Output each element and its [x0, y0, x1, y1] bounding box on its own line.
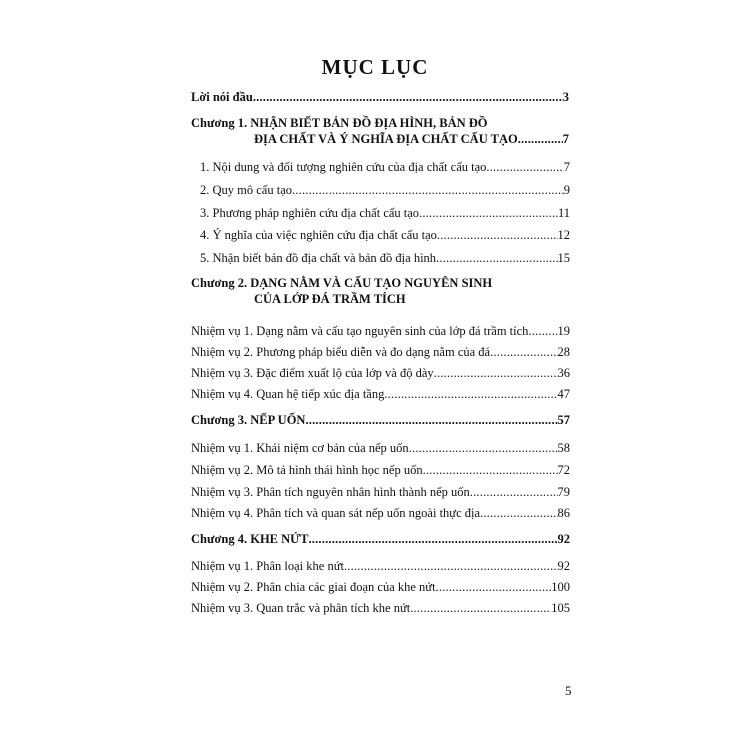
- toc-entry[interactable]: [200, 228, 570, 243]
- toc-entry[interactable]: [200, 206, 570, 221]
- toc-entry[interactable]: [200, 183, 570, 198]
- toc-entry-label: ĐỊA CHẤT VÀ Ý NGHĨA ĐỊA CHẤT CẤU TẠO: [254, 132, 518, 146]
- dot-leader: [470, 485, 558, 500]
- toc-entry-label: Chương 4. KHE NỨT: [191, 532, 309, 546]
- dot-leader: [384, 387, 557, 402]
- toc-entry[interactable]: [191, 601, 570, 616]
- toc-entry-label: Nhiệm vụ 3. Phân tích nguyên nhân hình thành nếp uốn: [191, 485, 470, 499]
- toc-entry[interactable]: [191, 387, 570, 402]
- toc-entry-label: 5. Nhận biết bản đồ địa chất và bản đồ địa hình: [200, 251, 437, 265]
- toc-entry[interactable]: [191, 485, 570, 500]
- toc-entry-page: 47: [557, 387, 570, 401]
- toc-entry-preface[interactable]: [191, 90, 569, 105]
- dot-leader: [490, 345, 557, 360]
- toc-entry-label: Nhiệm vụ 1. Khái niệm cơ bản của nếp uốn: [191, 441, 409, 455]
- toc-entry[interactable]: [191, 559, 570, 574]
- dot-leader: [518, 132, 563, 147]
- toc-entry[interactable]: [191, 324, 570, 339]
- dot-leader: [528, 324, 557, 339]
- dot-leader: [486, 160, 563, 175]
- dot-leader: [305, 413, 557, 428]
- dot-leader: [344, 559, 558, 574]
- chapter-3-heading[interactable]: [191, 413, 570, 428]
- toc-entry-page: 58: [557, 441, 570, 455]
- dot-leader: [436, 580, 552, 595]
- chapter-2-heading-cont[interactable]: CỦA LỚP ĐÁ TRẦM TÍCH: [254, 292, 406, 306]
- toc-entry-page: 9: [563, 183, 570, 197]
- toc-entry[interactable]: [200, 160, 570, 175]
- dot-leader: [410, 601, 551, 616]
- toc-entry-label: Nhiệm vụ 3. Đặc điểm xuất lộ của lớp và độ dày: [191, 366, 434, 380]
- toc-entry-label: 4. Ý nghĩa của việc nghiên cứu địa chất cấu tạo: [200, 228, 437, 242]
- toc-entry-page: 19: [557, 324, 570, 338]
- toc-entry-page: 92: [557, 532, 570, 546]
- toc-entry-label: 2. Quy mô cấu tạo: [200, 183, 292, 197]
- toc-entry-page: 3: [562, 90, 569, 104]
- toc-entry-label: 1. Nội dung và đối tượng nghiên cứu của địa chất cấu tạo: [200, 160, 487, 174]
- toc-entry[interactable]: [191, 345, 570, 360]
- dot-leader: [434, 366, 558, 381]
- toc-entry-label: 3. Phương pháp nghiên cứu địa chất cấu tạo: [200, 206, 420, 220]
- toc-title: MỤC LỤC: [321, 55, 429, 79]
- chapter-1-heading-cont[interactable]: [254, 132, 569, 147]
- toc-entry[interactable]: [191, 463, 570, 478]
- dot-leader: [436, 251, 557, 266]
- toc-entry-page: 36: [557, 366, 570, 380]
- toc-entry-label: Chương 3. NẾP UỐN: [191, 413, 306, 427]
- toc-entry[interactable]: [191, 441, 570, 456]
- dot-leader: [253, 90, 563, 105]
- toc-entry-label: Nhiệm vụ 4. Quan hệ tiếp xúc địa tầng: [191, 387, 385, 401]
- dot-leader: [480, 506, 557, 521]
- chapter-4-heading[interactable]: [191, 532, 570, 547]
- dot-leader: [419, 206, 558, 221]
- dot-leader: [292, 183, 564, 198]
- toc-entry-page: 15: [557, 251, 570, 265]
- page-number: 5: [565, 683, 572, 698]
- toc-entry-page: 28: [557, 345, 570, 359]
- toc-entry[interactable]: [191, 580, 570, 595]
- toc-entry[interactable]: [191, 506, 570, 521]
- toc-entry-label: Nhiệm vụ 3. Quan trắc và phân tích khe nứt: [191, 601, 411, 615]
- toc-entry-label: Nhiệm vụ 4. Phân tích và quan sát nếp uốn ngoài thực địa: [191, 506, 481, 520]
- toc-entry-page: 105: [551, 601, 570, 615]
- toc-entry-label: Lời nói đầu: [191, 90, 253, 104]
- dot-leader: [409, 441, 558, 456]
- toc-entry-page: 92: [557, 559, 570, 573]
- toc-entry-page: 100: [551, 580, 570, 594]
- toc-entry-page: 7: [563, 160, 570, 174]
- toc-entry-label: Nhiệm vụ 1. Dạng nằm và cấu tạo nguyên sinh của lớp đá trầm tích: [191, 324, 529, 338]
- toc-entry-label: Nhiệm vụ 2. Phân chia các giai đoạn của khe nứt: [191, 580, 436, 594]
- toc-entry-label: Nhiệm vụ 1. Phân loại khe nứt: [191, 559, 344, 573]
- dot-leader: [308, 532, 557, 547]
- dot-leader: [423, 463, 558, 478]
- toc-entry-page: 79: [557, 485, 570, 499]
- toc-entry-page: 57: [557, 413, 570, 427]
- chapter-1-heading[interactable]: Chương 1. NHẬN BIẾT BẢN ĐỒ ĐỊA HÌNH, BẢN ĐỒ: [191, 116, 488, 130]
- toc-entry[interactable]: [200, 251, 570, 266]
- toc-entry-page: 11: [557, 206, 570, 220]
- toc-entry-page: 72: [557, 463, 570, 477]
- dot-leader: [437, 228, 558, 243]
- toc-entry[interactable]: [191, 366, 570, 381]
- chapter-2-heading[interactable]: Chương 2. DẠNG NẰM VÀ CẤU TẠO NGUYÊN SINH: [191, 276, 493, 290]
- toc-entry-label: Nhiệm vụ 2. Phương pháp biểu diễn và đo dạng nằm của đá: [191, 345, 491, 359]
- toc-entry-page: 7: [562, 132, 569, 146]
- toc-entry-label: Nhiệm vụ 2. Mô tả hình thái hình học nếp uốn: [191, 463, 423, 477]
- toc-entry-page: 86: [557, 506, 570, 520]
- toc-entry-page: 12: [557, 228, 570, 242]
